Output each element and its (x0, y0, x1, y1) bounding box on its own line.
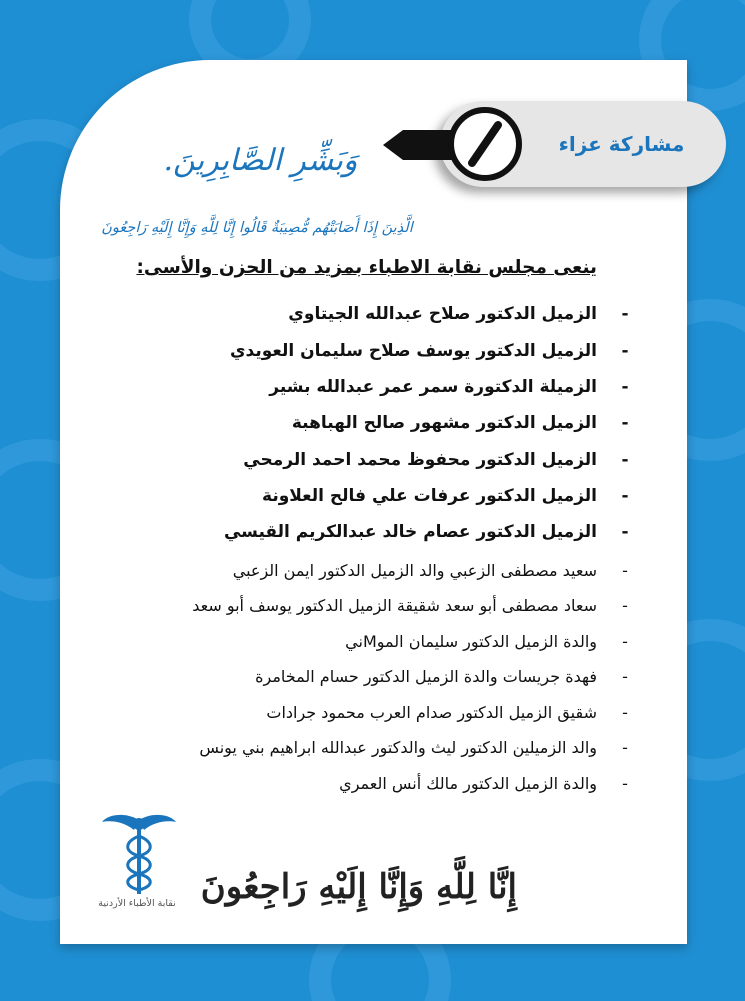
deceased-name: سعاد مصطفى أبو سعد شقيقة الزميل الدكتور يوسف أبو سعد (192, 596, 597, 615)
list-bullet: - (622, 561, 628, 580)
list-item (292, 413, 635, 433)
deceased-name: والد الزميلين الدكتور ليث والدكتور عبدالله ابراهيم بني يونس (199, 738, 597, 757)
deceased-name: الزميل الدكتور عصام خالد عبدالكريم القيسي (223, 522, 597, 542)
list-bullet: - (622, 667, 628, 686)
deceased-name: الزميل الدكتور محفوظ محمد احمد الرمحي (243, 450, 597, 470)
mourning-badge-icon (448, 107, 522, 181)
list-bullet: - (621, 486, 629, 506)
deceased-name: الزميل الدكتور صلاح عبدالله الجيتاوي (288, 304, 597, 324)
deceased-name: الزميلة الدكتورة سمر عمر عبدالله بشير (269, 377, 597, 397)
list-item (288, 304, 635, 324)
deceased-name: فهدة جريسات والدة الزميل الدكتور حسام المخامرة (255, 667, 597, 686)
quran-verse-sub: الَّذِينَ إِذَا أَصَابَتْهُم مُّصِيبَةٌ قَالُوا إِنَّا لِلَّهِ وَإِنَّا إِلَيْهِ رَاجِعُونَ (101, 220, 413, 236)
list-item (199, 738, 635, 757)
list-item (266, 703, 635, 722)
list-bullet: - (622, 774, 628, 793)
deceased-name: والدة الزميل الدكتور سليمان الموMني (345, 632, 597, 651)
list-bullet: - (621, 522, 629, 542)
deceased-name: الزميل الدكتور يوسف صلاح سليمان العويدي (229, 341, 597, 361)
deceased-name: سعيد مصطفى الزعبي والد الزميل الدكتور ايمن الزعبي (232, 561, 597, 580)
announcement-heading: ينعى مجلس نقابة الاطباء بمزيد من الحزن والأسى: (136, 257, 597, 278)
list-item (262, 486, 635, 506)
list-item (243, 450, 635, 470)
quran-verse-main: وَبَشِّرِ الصَّابِرِينَ. (163, 143, 358, 178)
list-item (192, 596, 635, 615)
list-item (230, 341, 635, 361)
list-item (339, 774, 635, 793)
list-item (345, 632, 635, 651)
list-item (224, 522, 635, 542)
list-item (269, 377, 635, 397)
list-bullet: - (621, 341, 629, 361)
deceased-name: شقيق الزميل الدكتور صدام العرب محمود جرادات (266, 703, 597, 722)
list-bullet: - (622, 596, 628, 615)
deceased-name: الزميل الدكتور عرفات علي فالح العلاونة (262, 486, 597, 506)
list-bullet: - (621, 413, 629, 433)
list-bullet: - (622, 703, 628, 722)
deceased-name: الزميل الدكتور مشهور صالح الهباهبة (291, 413, 597, 433)
list-bullet: - (622, 632, 628, 651)
list-item (255, 667, 635, 686)
deceased-name: والدة الزميل الدكتور مالك أنس العمري (339, 774, 597, 793)
list-bullet: - (622, 738, 628, 757)
logo-caption: نقابة الأطباء الأردنية (98, 898, 176, 909)
list-bullet: - (621, 450, 629, 470)
ribbon-shape (383, 128, 458, 162)
tab-title: مشاركة عزاء (558, 132, 685, 156)
list-bullet: - (621, 304, 629, 324)
list-bullet: - (621, 377, 629, 397)
list-item (233, 561, 635, 580)
closing-calligraphy: إِنَّا لِلَّهِ وَإِنَّا إِلَيْهِ رَاجِعُونَ (200, 867, 517, 907)
